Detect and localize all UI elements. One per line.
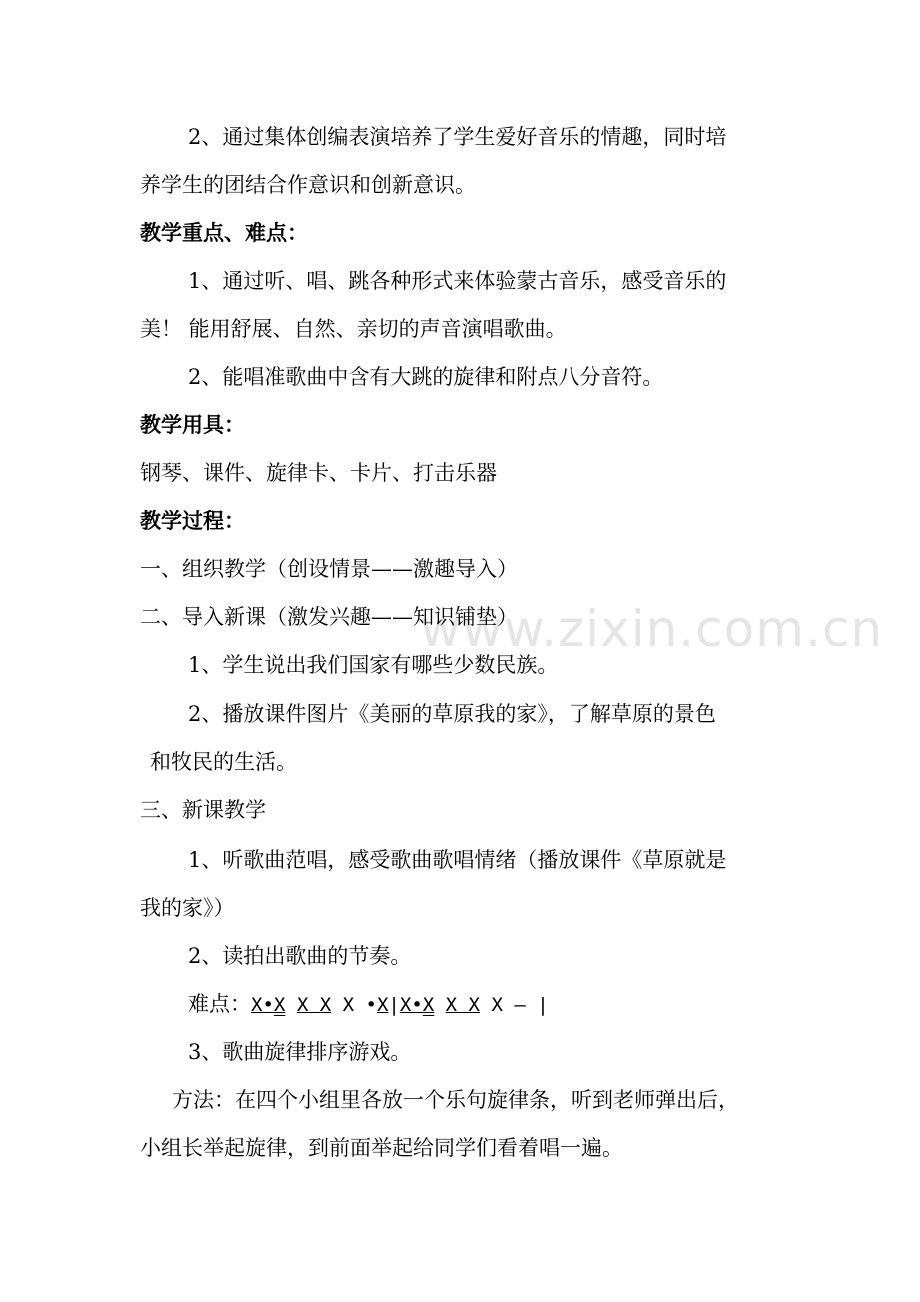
objective-2-line-1: 2、通过集体创编表演培养了学生爱好音乐的情趣，同时培 [188,125,727,149]
objective-2-line-2: 养学生的团结合作意识和创新意识。 [140,173,476,197]
step-3-item-3: 3、歌曲旋律排序游戏。 [188,1040,412,1064]
rhythm-note: X [251,994,263,1016]
step-2-item-1: 1、学生说出我们国家有哪些少数民族。 [188,653,559,677]
step-2: 二、导入新课（激发兴趣——知识铺垫） [140,605,518,629]
difficulty-label: 难点： [188,992,251,1016]
rhythm-notes [251,994,549,1016]
rhythm-note-pair: X X [296,994,332,1016]
step-1: 一、组织教学（创设情景——激趣导入） [140,557,518,581]
method-line-1: 方法：在四个小组里各放一个乐句旋律条，听到老师弹出后， [172,1088,739,1112]
key-point-1-line-2: 美！ 能用舒展、自然、亲切的声音演唱歌曲。 [140,317,567,341]
rhythm-notation [188,989,549,1020]
key-points-heading: 教学重点、难点： [140,221,308,245]
watermark: www.zixin.com.cn [420,600,884,658]
rhythm-dot: • [262,994,274,1016]
method-line-2: 小组长举起旋律，到前面举起给同学们看着唱一遍。 [140,1136,623,1160]
bar-line: | [388,994,400,1016]
process-heading: 教学过程： [140,509,245,533]
rhythm-dot: • [411,994,423,1016]
end-bar-line: | [537,994,549,1016]
step-3-item-1-line-1: 1、听歌曲范唱，感受歌曲歌唱情绪（播放课件《草原就是 [188,848,727,872]
step-2-item-2-line-2: 和牧民的生活。 [150,750,297,774]
step-2-item-2-line-1: 2、播放课件图片《美丽的草原我的家》，了解草原的景色 [188,702,716,726]
rhythm-note: X [342,994,355,1016]
tools-heading: 教学用具： [140,413,245,437]
rhythm-note: X [422,994,435,1016]
key-point-1-line-1: 1、通过听、唱、跳各种形式来体验蒙古音乐，感受音乐的 [188,269,727,293]
key-point-2: 2、能唱准歌曲中含有大跳的旋律和附点八分音符。 [188,365,664,389]
step-3-item-1-line-2: 我的家》） [140,896,235,920]
rhythm-note: X [376,994,389,1016]
rhythm-note: X [399,994,412,1016]
rhythm-dot: • [365,994,377,1016]
tools-list: 钢琴、课件、旋律卡、卡片、打击乐器 [140,461,497,485]
step-3-item-2: 2、读拍出歌曲的节奏。 [188,944,412,968]
rhythm-note-pair: X X [445,994,480,1016]
rhythm-note: X [273,994,286,1016]
step-3: 三、新课教学 [140,798,266,822]
rhythm-dash: – [514,994,526,1016]
rhythm-note: X [491,994,503,1016]
